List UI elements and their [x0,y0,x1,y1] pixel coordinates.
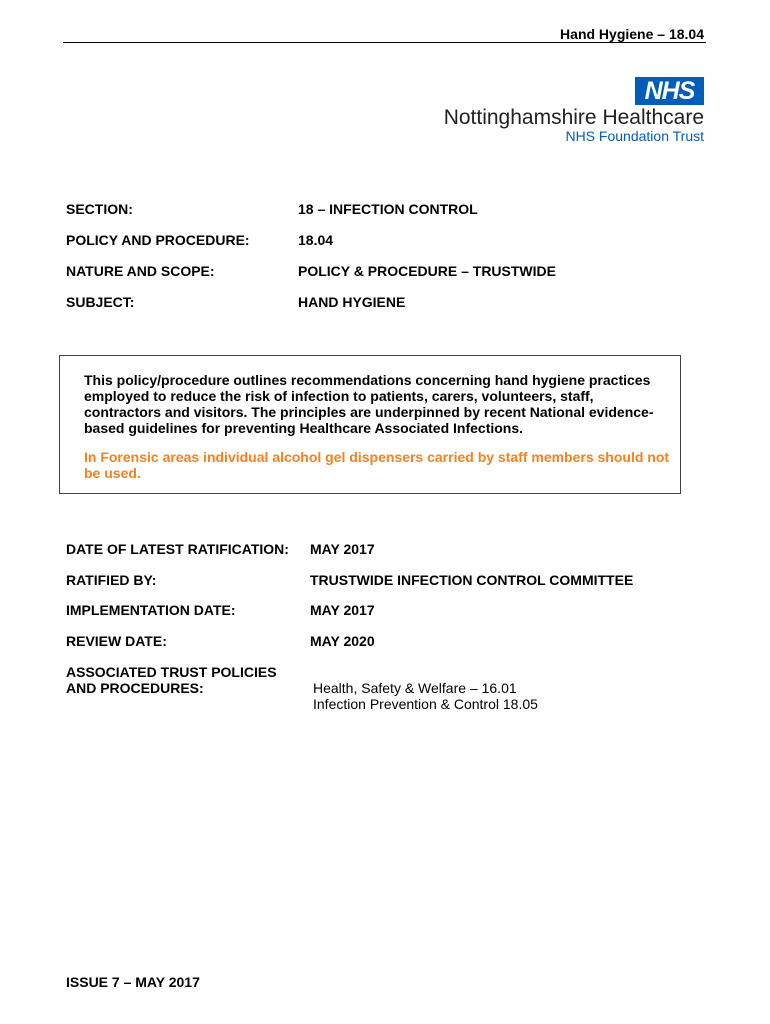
associated-policy-item: Health, Safety & Welfare – 16.01 [313,680,517,696]
review-label: REVIEW DATE: [66,633,167,649]
section-value: 18 – INFECTION CONTROL [298,201,478,217]
header-divider [63,42,706,43]
nature-label: NATURE AND SCOPE: [66,263,215,279]
document-reference: Hand Hygiene – 18.04 [560,26,704,42]
ratification-label: DATE OF LATEST RATIFICATION: [66,541,289,557]
ratification-value: MAY 2017 [310,541,375,557]
subject-label: SUBJECT: [66,294,135,310]
policy-value: 18.04 [298,232,334,248]
associated-label-line2: AND PROCEDURES: [66,680,204,696]
forensic-warning: In Forensic areas individual alcohol gel dispensers carried by staff members should not be used. [84,449,670,481]
nhs-logo: NHS [635,77,704,105]
organisation-subtitle: NHS Foundation Trust [565,128,704,144]
implementation-label: IMPLEMENTATION DATE: [66,602,236,618]
notice-text: This policy/procedure outlines recommendations concerning hand hygiene practices employed to reduce the risk of infection to patients, carers, volunteers, staff, contractors and visitors. The principles are underpinned by recent National evidence-based guidelines for preventing Healthcare Associated Infections. [84,372,654,436]
issue-footer: ISSUE 7 – MAY 2017 [66,974,200,990]
ratified-by-label: RATIFIED BY: [66,572,157,588]
associated-label-line1: ASSOCIATED TRUST POLICIES [66,664,277,680]
section-label: SECTION: [66,201,133,217]
associated-policy-item: Infection Prevention & Control 18.05 [313,696,538,712]
implementation-value: MAY 2017 [310,602,375,618]
policy-label: POLICY AND PROCEDURE: [66,232,250,248]
review-value: MAY 2020 [310,633,375,649]
nature-value: POLICY & PROCEDURE – TRUSTWIDE [298,263,556,279]
associated-policies-list [313,680,538,712]
ratified-by-value: TRUSTWIDE INFECTION CONTROL COMMITTEE [310,572,634,588]
subject-value: HAND HYGIENE [298,294,406,310]
organisation-name: Nottinghamshire Healthcare [443,106,704,129]
